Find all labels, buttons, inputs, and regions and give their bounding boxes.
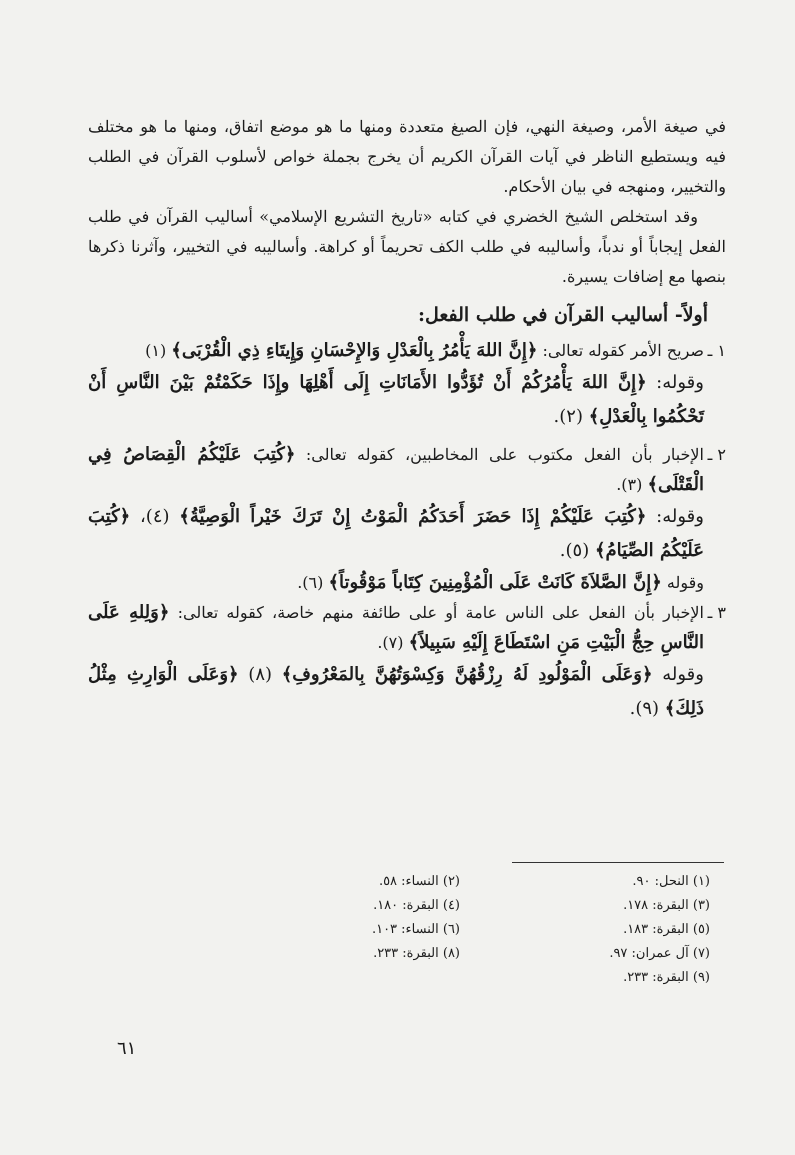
footnote: (١) النحل: ٩٠. [632,874,710,889]
item-lead: الإخبار بأن الفعل مكتوب على المخاطبين، كقوله تعالى: [295,445,704,464]
quran-verse: ﴿إِنَّ الصَّلاَةَ كَانَتْ عَلَى الْمُؤْمِنِينَ كِتَاباً مَوْقُوتاً﴾ [328,572,662,593]
footnotes [250,870,710,990]
item-lead: وقوله: [646,506,704,527]
item-lead: وقوله [661,573,704,592]
quran-verse: ﴿كُتِبَ عَلَيْكُمُ الْقِصَاصُ فِي الْقَتْلَى﴾ [88,444,704,495]
quran-verse: ﴿إِنَّ اللهَ يَأْمُرُ بِالْعَدْلِ وَالإِحْسَانِ وَإِيتَاءِ ذِي الْقُرْبَى﴾ [171,340,538,361]
quran-verse: ﴿إِنَّ اللهَ يَأْمُرُكُمْ أَنْ تُؤَدُّوا الأَمَانَاتِ إِلَى أَهْلِهَا وإِذَا حَكَمْتُمْ بَيْنَ النَّاسِ أَنْ تَحْكُمُوا بِالْعَدْلِ﴾ [88,372,704,427]
footnote-ref: (٨) [248,664,273,685]
item-lead: صريح الأمر كقوله تعالى: [537,341,704,360]
footnote: (٩) البقرة: ٢٣٣. [623,970,710,985]
footnote: (٨) البقرة: ٢٣٣. [373,946,460,961]
intro-paragraph-2: وقد استخلص الشيخ الخضري في كتابه «تاريخ التشريع الإسلامي» أساليب القرآن في طلب الفعل إيجاباً أو ندباً، وأساليبه في طلب الكف تحريماً أو كراهة. وأساليبه في التخيير، وآثرنا ذكرها بنصها مع إضافات يسيرة. [88,207,726,286]
footnote-ref: (٧). [377,633,404,652]
main-text [88,112,726,726]
item-lead: وقوله: [646,372,704,393]
quran-verse: ﴿كُتِبَ عَلَيْكُمْ إِذَا حَضَرَ أَحَدَكُمُ الْمَوْتُ إِنْ تَرَكَ خَيْراً الْوَصِيَّةُ﴾ [179,506,647,527]
page-number: ٦١ [117,1038,137,1059]
quran-verse: ﴿كُتِبَ عَلَيْكُمُ الصِّيَامُ﴾ [88,506,704,561]
item-lead: وقوله [652,664,704,685]
footnote-ref: (٩). [629,698,660,719]
item-number: ٣ ـ [707,603,726,622]
footnote: (٧) آل عمران: ٩٧. [609,946,710,961]
list-item-3 [88,598,726,658]
list-item-1 [88,336,726,366]
footnote: (٥) البقرة: ١٨٣. [623,922,710,937]
footnote-ref: (٥). [559,540,590,561]
quran-verse: ﴿وَعَلَى الْوَارِثِ مِثْلُ ذَلِكَ﴾ [88,664,704,719]
footnote-divider [512,862,724,863]
section-heading: أولاً- أساليب القرآن في طلب الفعل: [417,304,708,326]
footnote-ref: (١) [145,341,167,360]
footnote: (٤) البقرة: ١٨٠. [373,898,460,913]
footnote-ref: (٤)، [130,506,170,527]
footnote-ref: (٦). [297,573,324,592]
footnote-ref: (٣). [616,475,643,494]
intro-paragraph-1: في صيغة الأمر، وصيغة النهي، فإن الصيغ متعددة ومنها ما هو موضع اتفاق، ومنها ما هو مختلف فيه ويستطيع الناظر في آيات القرآن الكريم أن يخرج بجملة خواص لأسلوب القرآن في الطلب والتخيير، ومنهجه في بيان الأحكام. [88,117,726,196]
list-item-2 [88,440,726,500]
item-lead: الإخبار بأن الفعل على الناس عامة أو على طائفة منهم خاصة، كقوله تعالى: [169,603,704,622]
footnote: (٦) النساء: ١٠٣. [371,922,460,937]
item-number: ٢ ـ [707,445,726,464]
footnote: (٣) البقرة: ١٧٨. [623,898,710,913]
footnote: (٢) النساء: ٥٨. [378,874,460,889]
quran-verse: ﴿وَعَلَى الْمَوْلُودِ لَهُ رِزْقُهُنَّ وَكِسْوَتُهُنَّ بِالمَعْرُوفِ﴾ [281,664,653,685]
item-number: ١ ـ [707,341,726,360]
quran-verse: ﴿وَلِلهِ عَلَى النَّاسِ حِجُّ الْبَيْتِ مَنِ اسْتَطَاعَ إِلَيْهِ سَبِيلاً﴾ [88,602,704,653]
footnote-ref: (٢). [553,406,583,427]
